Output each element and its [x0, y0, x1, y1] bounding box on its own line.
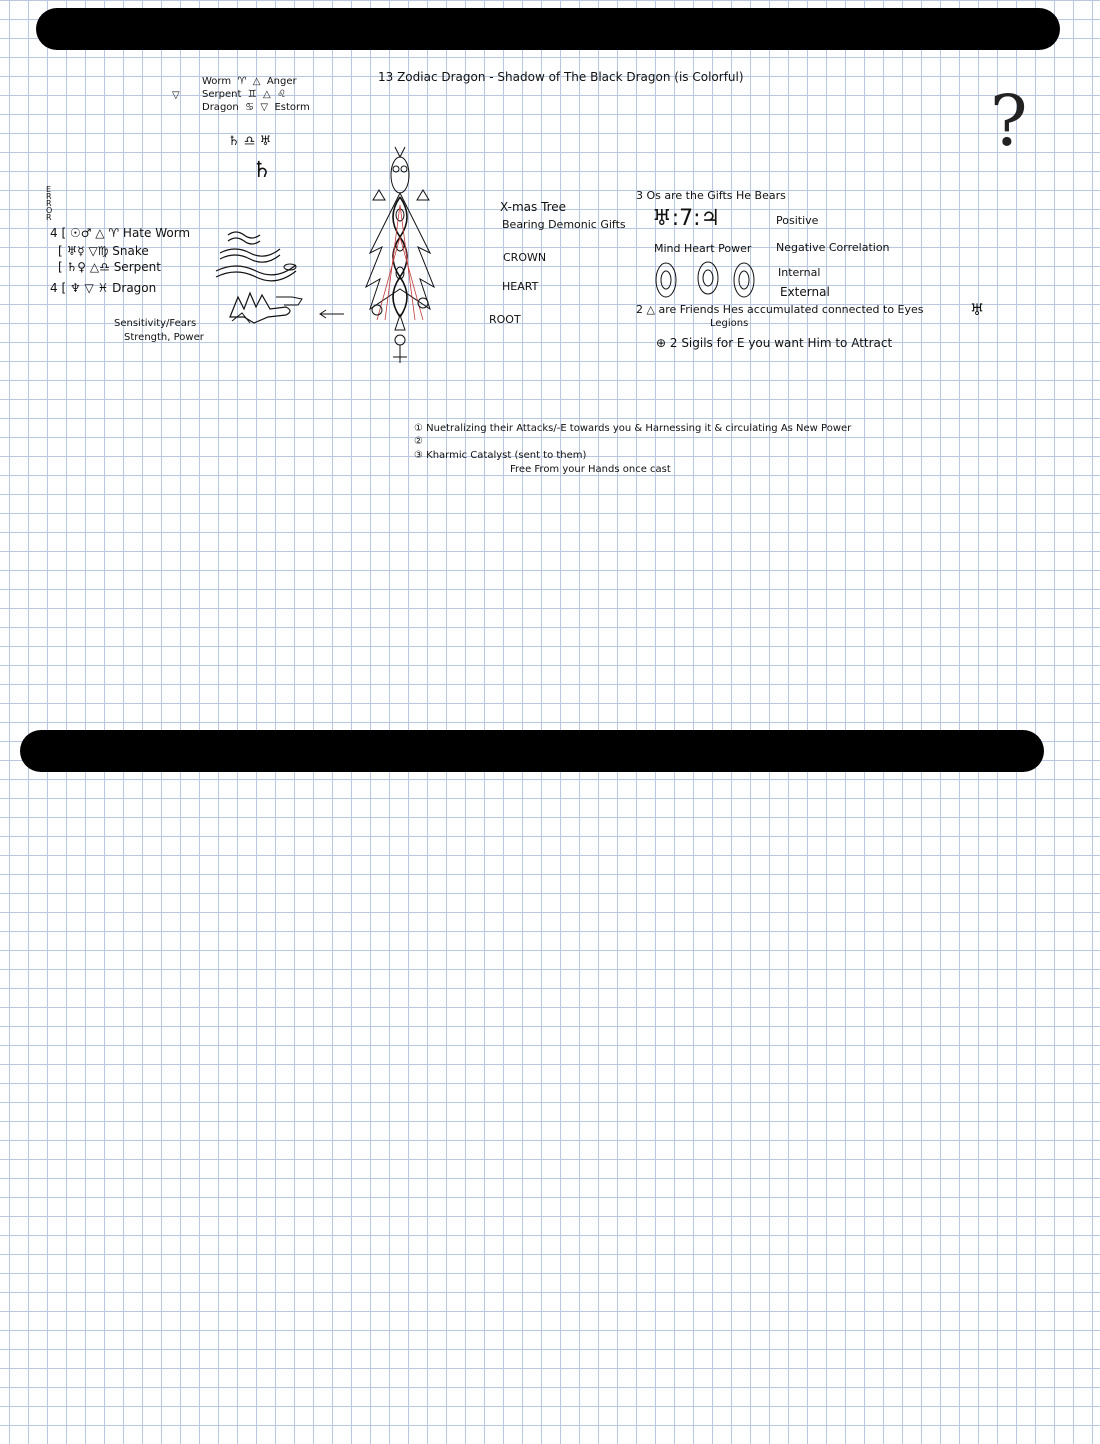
note-sensitivity: Sensitivity/Fears [114, 318, 197, 329]
question-mark: ? [990, 80, 1028, 162]
step-1: ① Nuetralizing their Attacks/-E towards you & Harnessing it & circulating As New Power [414, 423, 852, 434]
page-title: 13 Zodiac Dragon - Shadow of The Black Dragon (is Colorful) [378, 70, 744, 84]
tree-label-1: X-mas Tree [500, 200, 567, 214]
step-2: ② [414, 436, 423, 447]
beast-row-dragon: 4 [ ♆ ▽ ♓ Dragon [50, 281, 157, 295]
label-external: External [780, 285, 830, 299]
key-row-dragon: Dragon ♋ ▽ Estorm [202, 102, 310, 113]
tree-label-2: Bearing Demonic Gifts [502, 218, 626, 231]
friends-line: 2 △ are Friends Hes accumulated connected to Eyes [636, 303, 924, 316]
step-note: Free From your Hands once cast [510, 464, 671, 475]
step-3: ③ Kharmic Catalyst (sent to them) [414, 450, 587, 461]
uranus-sigil: ♅ [970, 300, 985, 319]
vertical-word: ERROR [46, 185, 53, 222]
beast-row-snake: [ ♅☿ ▽♍ Snake [58, 244, 149, 258]
label-internal: Internal [778, 266, 821, 279]
earth-triangle-icon: ▽ [172, 90, 180, 101]
top-redaction-bar [36, 8, 1060, 50]
label-crown: CROWN [503, 251, 547, 264]
sigils-line: ⊕ 2 Sigils for E you want Him to Attract [656, 336, 893, 350]
beast-row-hate-worm: 4 [ ☉♂ △ ♈ Hate Worm [50, 226, 191, 240]
arrow-left-icon [316, 309, 346, 319]
middle-redaction-bar [20, 730, 1044, 772]
note-strength: Strength, Power [124, 332, 204, 343]
label-heart: HEART [502, 280, 539, 293]
saturn-sigil: ♄ [252, 158, 272, 183]
symbol-stack: ♄ ♎ ♅ [228, 134, 272, 149]
label-negative: Negative Correlation [776, 241, 890, 254]
key-row-serpent: Serpent ♊ △ ♌ [202, 89, 287, 100]
gift-sigils: ♅:7:♃ [652, 206, 721, 231]
beast-row-serpent: [ ♄♀ △♎ Serpent [58, 260, 161, 274]
label-mind-heart-power: Mind Heart Power [654, 242, 752, 255]
gifts-heading: 3 Os are the Gifts He Bears [636, 189, 786, 202]
label-legions: Legions [710, 318, 749, 329]
label-positive: Positive [776, 214, 819, 227]
gift-ovals [654, 260, 764, 300]
key-row-worm: Worm ♈ △ Anger [202, 76, 297, 87]
dragon-tree-figure [355, 145, 445, 375]
label-root: ROOT [489, 313, 521, 326]
creature-drawings [210, 225, 330, 345]
